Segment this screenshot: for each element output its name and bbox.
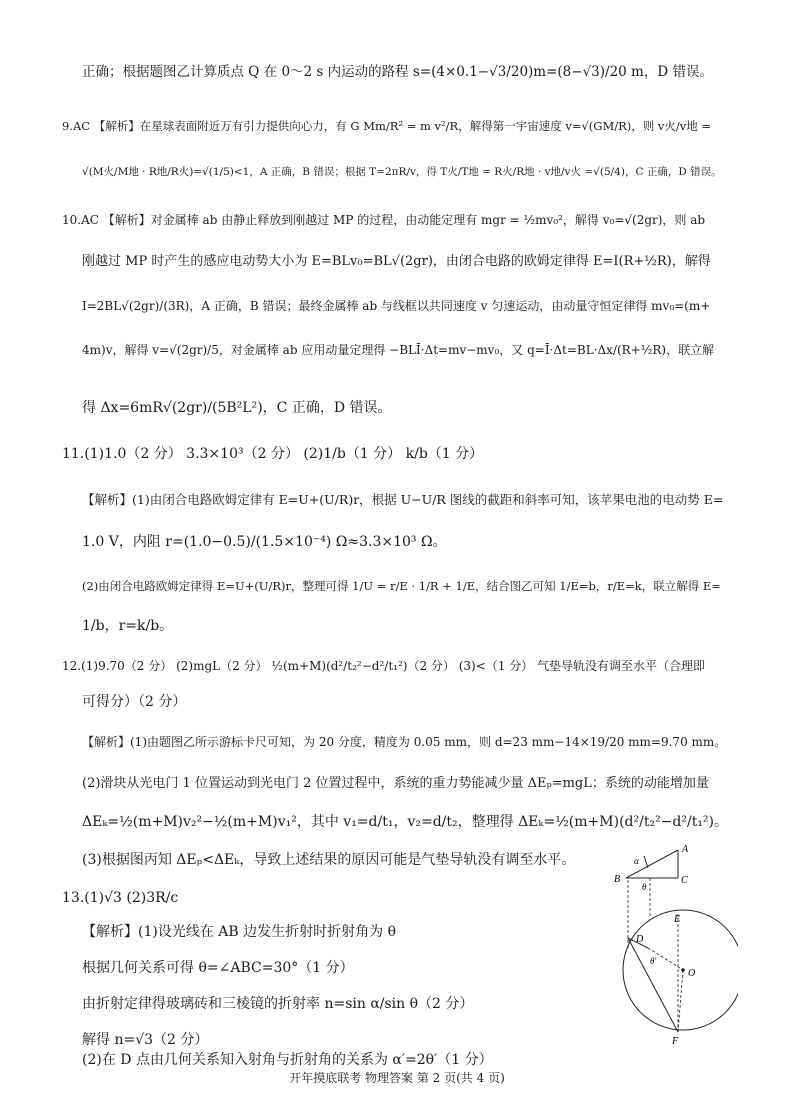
diagram-incident-ray xyxy=(644,856,648,868)
diagram-label-d: D xyxy=(636,934,644,945)
diagram-label-theta2: θ′ xyxy=(650,956,657,966)
text-line: 11.(1)1.0（2 分） 3.3×10³（2 分） (2)1/b（1 分） k/b（1 分） xyxy=(62,446,484,462)
diagram-label-o: O xyxy=(688,968,696,979)
text-line: (2)在 D 点由几何关系知入射角与折射角的关系为 α′=2θ′（1 分） xyxy=(82,1052,493,1068)
diagram-label-e: E xyxy=(674,914,681,925)
text-line: 4m)v，解得 v=√(2gr)/5，对金属棒 ab 应用动量定理得 −BLĪ·Δt=mv−mv₀，又 q=Ī·Δt=BL·Δx/(R+½R)，联立解 xyxy=(82,343,715,357)
text-line: 9.AC 【解析】在星球表面附近万有引力提供向心力，有 G Mm/R² = m v²/R，解得第一宇宙速度 v=√(GM/R)，则 v火/v地 = xyxy=(62,119,712,133)
optics-diagram xyxy=(608,838,738,1050)
text-line: (2)由闭合电路欧姆定律得 E=U+(U/R)r，整理可得 1/U = r/E · 1/R + 1/E，结合图乙可知 1/E=b，r/E=k，联立解得 E= xyxy=(82,579,721,593)
text-line: 【解析】(1)由闭合电路欧姆定律有 E=U+(U/R)r，根据 U−U/R 图线的截距和斜率可知，该苹果电池的电动势 E= xyxy=(82,492,724,507)
diagram-label-f: F xyxy=(672,1036,679,1047)
text-line: 12.(1)9.70（2 分） (2)mgL（2 分） ½(m+M)(d²/t₂²−d²/t₁²)（2 分） (3)<（1 分） 气垫导轨没有调至水平（合理即 xyxy=(62,659,706,673)
diagram-label-theta: θ xyxy=(642,882,647,892)
text-line: 1/b，r=k/b。 xyxy=(82,618,174,634)
text-line: (2)滑块从光电门 1 位置运动到光电门 2 位置过程中，系统的重力势能减少量 ΔEₚ=mgL；系统的动能增加量 xyxy=(82,776,709,791)
diagram-circle xyxy=(623,910,738,1030)
text-line: 1.0 V，内阻 r=(1.0−0.5)/(1.5×10⁻⁴) Ω≈3.3×10³ Ω。 xyxy=(82,534,447,550)
diagram-label-b: B xyxy=(614,874,621,885)
text-line: 刚越过 MP 时产生的感应电动势大小为 E=BLv₀=BL√(2gr)，由闭合电路的欧姆定律得 E=I(R+½R)，解得 xyxy=(82,254,711,269)
text-line: I=2BL√(2gr)/(3R)，A 正确，B 错误；最终金属棒 ab 与线框以共同速度 v 匀速运动，由动量守恒定律得 mv₀=(m+ xyxy=(82,299,711,313)
text-line: 由折射定律得玻璃砖和三棱镜的折射率 n=sin α/sin θ（2 分） xyxy=(82,996,474,1012)
text-line: 正确；根据题图乙计算质点 Q 在 0～2 s 内运动的路程 s=(4×0.1−√3/20)m=(8−√3)/20 m，D 错误。 xyxy=(82,64,713,80)
text-line: 【解析】(1)设光线在 AB 边发生折射时折射角为 θ xyxy=(82,924,397,940)
text-line: 13.(1)√3 (2)3R/c xyxy=(62,890,179,906)
text-line: √(M火/M地 · R地/R火)=√(1/5)<1，A 正确，B 错误；根据 T=2πR/v，得 T火/T地 = R火/R地 · v地/v火 =√(5/4)，C 正确，D 错误。 xyxy=(82,166,722,178)
text-line: 根据几何关系可得 θ=∠ABC=30°（1 分） xyxy=(82,960,354,976)
text-line: 10.AC 【解析】对金属棒 ab 由静止释放到刚越过 MP 的过程，由动能定理有 mgr = ½mv₀²，解得 v₀=√(2gr)，则 ab xyxy=(62,213,706,227)
page-footer: 开年摸底联考 物理答案 第 2 页(共 4 页) xyxy=(289,1071,505,1085)
text-line: 解得 n=√3（2 分） xyxy=(82,1032,209,1048)
text-line: ΔEₖ=½(m+M)v₂²−½(m+M)v₁²，其中 v₁=d/t₁，v₂=d/t₂，整理得 ΔEₖ=½(m+M)(d²/t₂²−d²/t₁²)。 xyxy=(82,814,729,830)
diagram-ray-df xyxy=(628,938,678,1032)
diagram-label-alpha: α xyxy=(634,856,639,866)
diagram-radius-of xyxy=(678,970,683,1032)
diagram-label-c: C xyxy=(681,875,688,886)
text-line: (3)根据图丙知 ΔEₚ<ΔEₖ，导致上述结果的原因可能是气垫导轨没有调至水平。 xyxy=(82,852,576,868)
text-line: 可得分）（2 分） xyxy=(82,694,187,710)
diagram-label-a: A xyxy=(682,844,689,855)
text-line: 得 Δx=6mR√(2gr)/(5B²L²)，C 正确，D 错误。 xyxy=(82,400,392,416)
diagram-point-o xyxy=(681,968,685,972)
text-line: 【解析】(1)由题图乙所示游标卡尺可知，为 20 分度，精度为 0.05 mm，则 d=23 mm−14×19/20 mm=9.70 mm。 xyxy=(82,735,727,749)
